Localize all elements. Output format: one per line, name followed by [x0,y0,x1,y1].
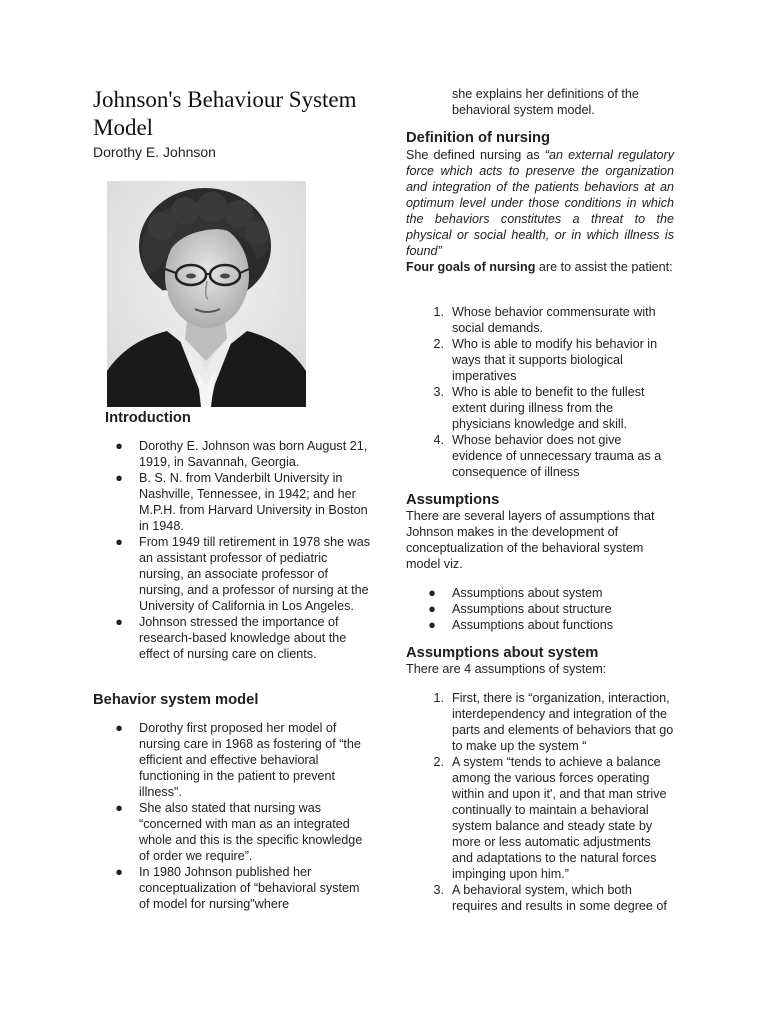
list-number: 3. [433,385,444,399]
goals-rest: are to assist the patient: [535,260,673,274]
list-item [406,690,674,754]
bullet-icon: ● [428,586,436,600]
list-number: 1. [433,691,444,705]
list-number: 2. [433,337,444,351]
introduction-heading: Introduction [105,410,191,426]
author-portrait [107,181,306,407]
list-item [93,864,371,912]
assumptions-paragraph: There are several layers of assumptions that Johnson makes in the development of conceptualization of the behavioral system model viz. [406,509,655,571]
document-title: Johnson's Behaviour System Model [93,87,357,140]
bullet-icon: ● [115,471,123,485]
assumptions-about-system-heading: Assumptions about system [406,645,599,661]
list-item [406,601,674,617]
behavior-model-list [93,720,371,912]
list-item-text: Assumptions about system [452,586,603,600]
list-item-text: Assumptions about functions [452,618,614,632]
bullet-icon: ● [115,439,123,453]
list-item-text: Who is able to benefit to the fullest extent during illness from the physicians knowledge and skill. [452,385,645,431]
list-item [93,470,371,534]
goals-list [406,304,674,480]
behavior-system-model-heading: Behavior system model [93,692,259,708]
assumptions-heading: Assumptions [406,492,500,508]
goals-bold: Four goals of nursing [406,260,536,274]
bullet-icon: ● [115,865,123,879]
list-number: 4. [433,433,444,447]
list-item-text: A behavioral system, which both requires and results in some degree of [452,883,667,913]
definition-lead: She defined nursing as [406,148,545,162]
list-item [93,800,371,864]
list-item [93,720,371,800]
bullet-icon: ● [428,618,436,632]
list-item-text: A system “tends to achieve a balance among the various forces operating within and upon it', and that man strive continually to maintain a behavioral system balance and steady state by more or less automatic adjustments and adaptations to the natural forces impinging upon him.” [452,755,667,881]
list-item-text: In 1980 Johnson published her conceptualization of “behavioral system of model for nursing"where [139,865,360,911]
list-item [406,336,674,384]
definition-paragraph [406,147,674,259]
bullet-icon: ● [428,602,436,616]
author-name: Dorothy E. Johnson [93,144,216,160]
list-item [406,304,674,336]
continued-text: she explains her definitions of the behavioral system model. [452,87,639,117]
list-item-text: Who is able to modify his behavior in ways that it supports biological imperatives [452,337,658,383]
definition-quote: “an external regulatory force which acts to preserve the organization and integration of the patients behaviors at an optimum level under those conditions in which the behaviors constitutes a threat to the physical or social health, or in which illness is found” [406,148,674,258]
list-item-text: Dorothy first proposed her model of nursing care in 1968 as fostering of “the efficient and effective behavioral functioning in the patient to prevent illness". [139,721,361,799]
list-item [406,617,674,633]
list-item [406,384,674,432]
list-item-text: B. S. N. from Vanderbilt University in Nashville, Tennessee, in 1942; and her M.P.H. from Harvard University in Boston in 1948. [139,471,368,533]
goals-intro [406,259,674,275]
system-intro: There are 4 assumptions of system: [406,662,607,676]
list-item [406,882,674,914]
list-item-text: Whose behavior does not give evidence of unnecessary trauma as a consequence of illness [452,433,662,479]
bullet-icon: ● [115,615,123,629]
list-item [406,754,674,882]
list-item [93,614,371,662]
list-item-text: She also stated that nursing was “concerned with man as an integrated whole and this is the specific knowledge of order we require”. [139,801,363,863]
list-item [406,585,674,601]
system-assumptions-list [406,690,674,914]
bullet-icon: ● [115,721,123,735]
list-item-text: Johnson stressed the importance of research-based knowledge about the effect of nursing care on clients. [139,615,347,661]
list-item [93,534,371,614]
bullet-icon: ● [115,801,123,815]
bullet-icon: ● [115,535,123,549]
list-item-text: From 1949 till retirement in 1978 she was an assistant professor of pediatric nursing, an associate professor of nursing, and a professor of nursing at the University of California in Los Angeles. [139,535,370,613]
list-item-text: Assumptions about structure [452,602,612,616]
list-number: 3. [433,883,444,897]
introduction-list [93,438,371,662]
list-item [406,432,674,480]
list-item [93,438,371,470]
list-item-text: First, there is “organization, interaction, interdependency and integration of the parts and elements of behaviors that go to make up the system “ [452,691,674,753]
list-item-text: Dorothy E. Johnson was born August 21, 1919, in Savannah, Georgia. [139,439,368,469]
assumptions-list [406,585,674,633]
definition-heading: Definition of nursing [406,130,551,146]
list-number: 1. [433,305,444,319]
list-item-text: Whose behavior commensurate with social demands. [452,305,656,335]
list-number: 2. [433,755,444,769]
